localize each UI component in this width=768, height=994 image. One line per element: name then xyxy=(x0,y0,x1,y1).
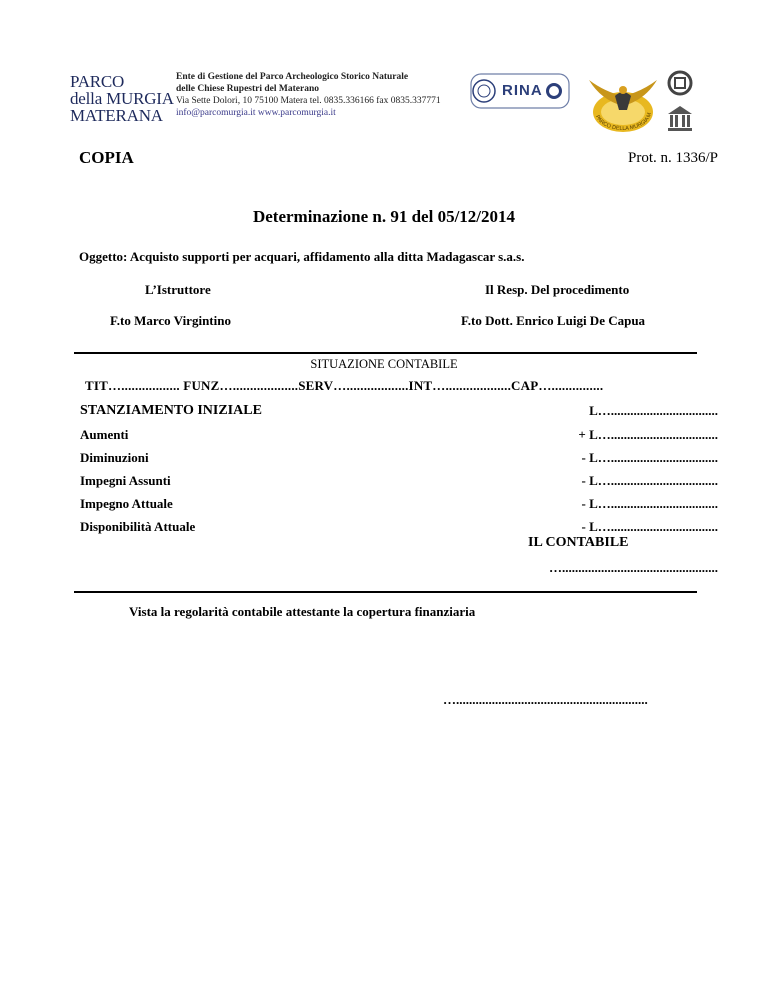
rina-logo-text: RINA xyxy=(502,82,543,99)
row-label-disponibilita: Disponibilità Attuale xyxy=(80,519,196,534)
row-label-impegni-assunti: Impegni Assunti xyxy=(80,473,171,488)
row-label-aumenti: Aumenti xyxy=(80,427,129,442)
row-value-stanziamento: L…................................. xyxy=(589,403,718,418)
seal-text-ring xyxy=(585,66,661,138)
accounting-heading: SITUAZIONE CONTABILE xyxy=(310,357,458,371)
budget-codes-line: TIT…................. FUNZ…...................SERV…..................INT…...................CAP…............... xyxy=(85,378,604,393)
istruttore-name: F.to Marco Virgintino xyxy=(110,313,231,328)
row-label-diminuzioni: Diminuzioni xyxy=(80,450,149,465)
eagle-seal-logo xyxy=(585,66,661,138)
row-value-disponibilita: - L…................................. xyxy=(581,519,718,534)
ente-info xyxy=(176,71,441,119)
ente-name-1: Ente di Gestione del Parco Archeologico Storico Naturale xyxy=(176,72,409,82)
logo-line-1: PARCO xyxy=(70,72,125,91)
financial-coverage-statement: Vista la regolarità contabile attestante la copertura finanziaria xyxy=(129,604,476,619)
ente-address: Via Sette Dolori, 10 75100 Matera tel. 0835.336166 fax 0835.337771 xyxy=(176,96,441,106)
logo-line-3: MATERANA xyxy=(70,106,163,125)
svg-text:PARCO DELLA MURGIA MATERANA xyxy=(585,66,653,132)
subject-line: Oggetto: Acquisto supporti per acquari, affidamento alla ditta Madagascar s.a.s. xyxy=(79,249,525,264)
responsabile-name: F.to Dott. Enrico Luigi De Capua xyxy=(461,313,646,328)
ente-contacts: info@parcomurgia.it www.parcomurgia.it xyxy=(176,108,336,118)
responsabile-label: Il Resp. Del procedimento xyxy=(485,282,630,297)
logo-line-2: della MURGIA xyxy=(70,89,174,108)
ente-name-2: delle Chiese Rupestri del Materano xyxy=(176,84,320,94)
row-label-impegno-attuale: Impegno Attuale xyxy=(80,496,173,511)
contabile-signature-line: …................................................ xyxy=(549,560,718,575)
rina-certification-logo xyxy=(470,73,570,109)
row-value-impegno-attuale: - L…................................. xyxy=(581,496,718,511)
protocol-number: Prot. n. 1336/P xyxy=(627,150,718,166)
section-divider-bottom xyxy=(74,591,697,593)
seal-text: PARCO DELLA MURGIA M xyxy=(593,112,654,133)
contabile-signer-label: IL CONTABILE xyxy=(528,535,629,550)
row-value-aumenti: + L…................................. xyxy=(578,427,718,442)
final-signature-line: …........................................................... xyxy=(443,692,648,707)
determination-title: Determinazione n. 91 del 05/12/2014 xyxy=(252,207,516,226)
copia-label: COPIA xyxy=(79,148,134,167)
unesco-heritage-logo xyxy=(665,70,695,136)
row-label-stanziamento: STANZIAMENTO INIZIALE xyxy=(80,403,262,418)
park-logo xyxy=(70,73,174,124)
row-value-diminuzioni: - L…................................. xyxy=(581,450,718,465)
section-divider-top xyxy=(74,352,697,354)
istruttore-label: L’Istruttore xyxy=(145,282,211,297)
row-value-impegni-assunti: - L…................................. xyxy=(581,473,718,488)
